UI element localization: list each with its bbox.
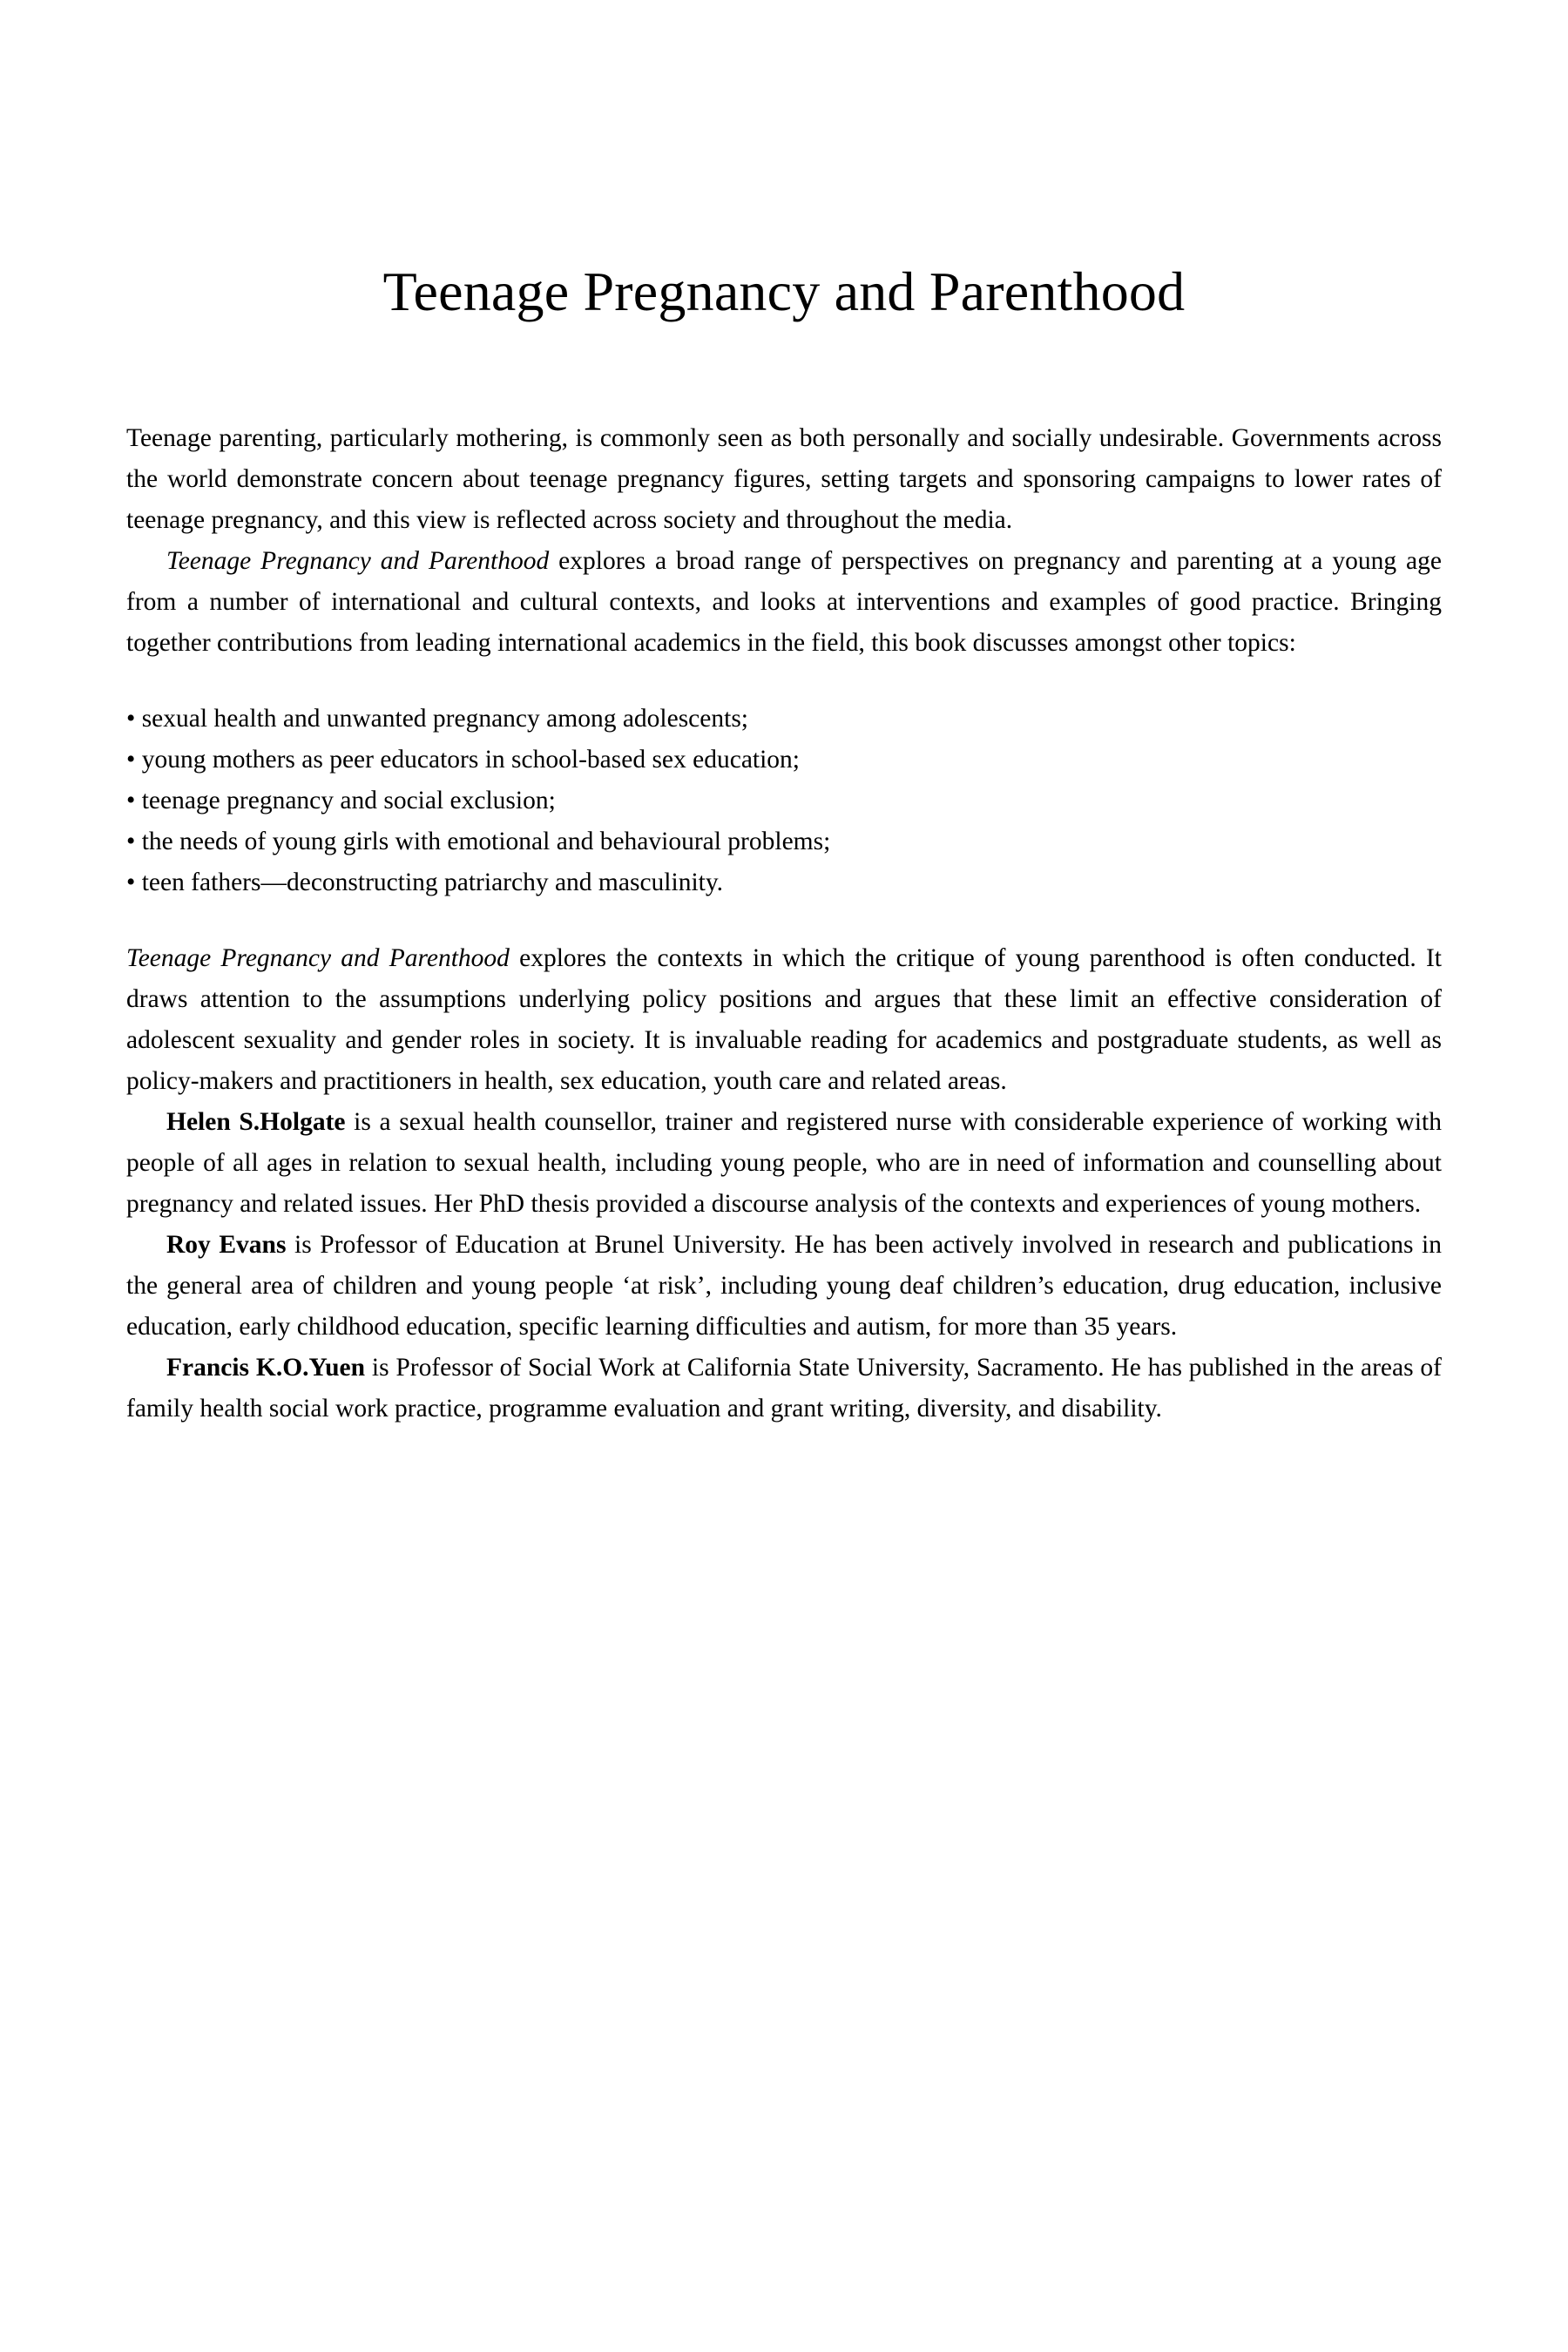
page-content xyxy=(126,261,1442,1429)
paragraph-overview xyxy=(126,541,1442,664)
list-item: • young mothers as peer educators in school-based sex education; xyxy=(126,746,801,774)
paragraph-author-holgate xyxy=(126,1102,1442,1225)
list-item: • sexual health and unwanted pregnancy among adolescents; xyxy=(126,705,748,733)
list-item: • teen fathers—deconstructing patriarchy and masculinity. xyxy=(126,868,724,897)
page-title: Teenage Pregnancy and Parenthood xyxy=(382,260,1186,322)
paragraph-intro xyxy=(126,418,1442,541)
list-item: • the needs of young girls with emotional and behavioural problems; xyxy=(126,828,831,856)
paragraph-contexts-text: explores the contexts in which the critique of young parenthood is often conducted. It draws attention to the assumptions underlying policy positions and argues that these limit an effective consideration of adolescent sexuality and gender roles in society. It is invaluable reading for academics and postgraduate students, as well as policy-makers and practitioners in health, sex education, youth care and related areas. xyxy=(126,944,1442,1096)
paragraph-author-evans xyxy=(126,1225,1442,1348)
paragraph-intro-text: Teenage parenting, particularly mothering, is commonly seen as both personally and socially undesirable. Governments across the world demonstrate concern about teenage pregnancy figures, setting targets and sponsoring campaigns to lower rates of teenage pregnancy, and this view is reflected across society and throughout the media. xyxy=(126,424,1442,535)
list-item: • teenage pregnancy and social exclusion; xyxy=(126,787,556,815)
author-bio-holgate: is a sexual health counsellor, trainer and registered nurse with considerable experience of working with people of all ages in relation to sexual health, including young people, who are in need of information and counselling about pregnancy and related issues. Her PhD thesis provided a discourse analysis of the contexts and experiences of young mothers. xyxy=(126,1108,1442,1219)
author-name-yuen: Francis K.O.Yuen xyxy=(166,1354,366,1382)
author-bio-yuen: is Professor of Social Work at California State University, Sacramento. He has published in the areas of family health social work practice, programme evaluation and grant writing, diversity, and disability. xyxy=(126,1354,1443,1423)
paragraph-author-yuen xyxy=(126,1348,1442,1429)
book-title-italic-1: Teenage Pregnancy and Parenthood xyxy=(166,547,550,576)
author-name-evans: Roy Evans xyxy=(166,1231,287,1260)
paragraph-overview-text: explores a broad range of perspectives on pregnancy and parenting at a young age from a number of international and cultural contexts, and looks at interventions and examples of good practice. Bringing together contributions from leading international academics in the field, this book discusses amongst other topics: xyxy=(126,547,1442,658)
author-name-holgate: Helen S.Holgate xyxy=(166,1108,346,1137)
paragraph-contexts xyxy=(126,938,1442,1102)
book-title-italic-2: Teenage Pregnancy and Parenthood xyxy=(126,944,510,973)
author-bio-evans: is Professor of Education at Brunel University. He has been actively involved in research and publications in the general area of children and young people ‘at risk’, including young deaf children’s education, drug education, inclusive education, early childhood education, specific learning difficulties and autism, for more than 35 years. xyxy=(126,1231,1443,1342)
topics-list xyxy=(126,699,1442,903)
